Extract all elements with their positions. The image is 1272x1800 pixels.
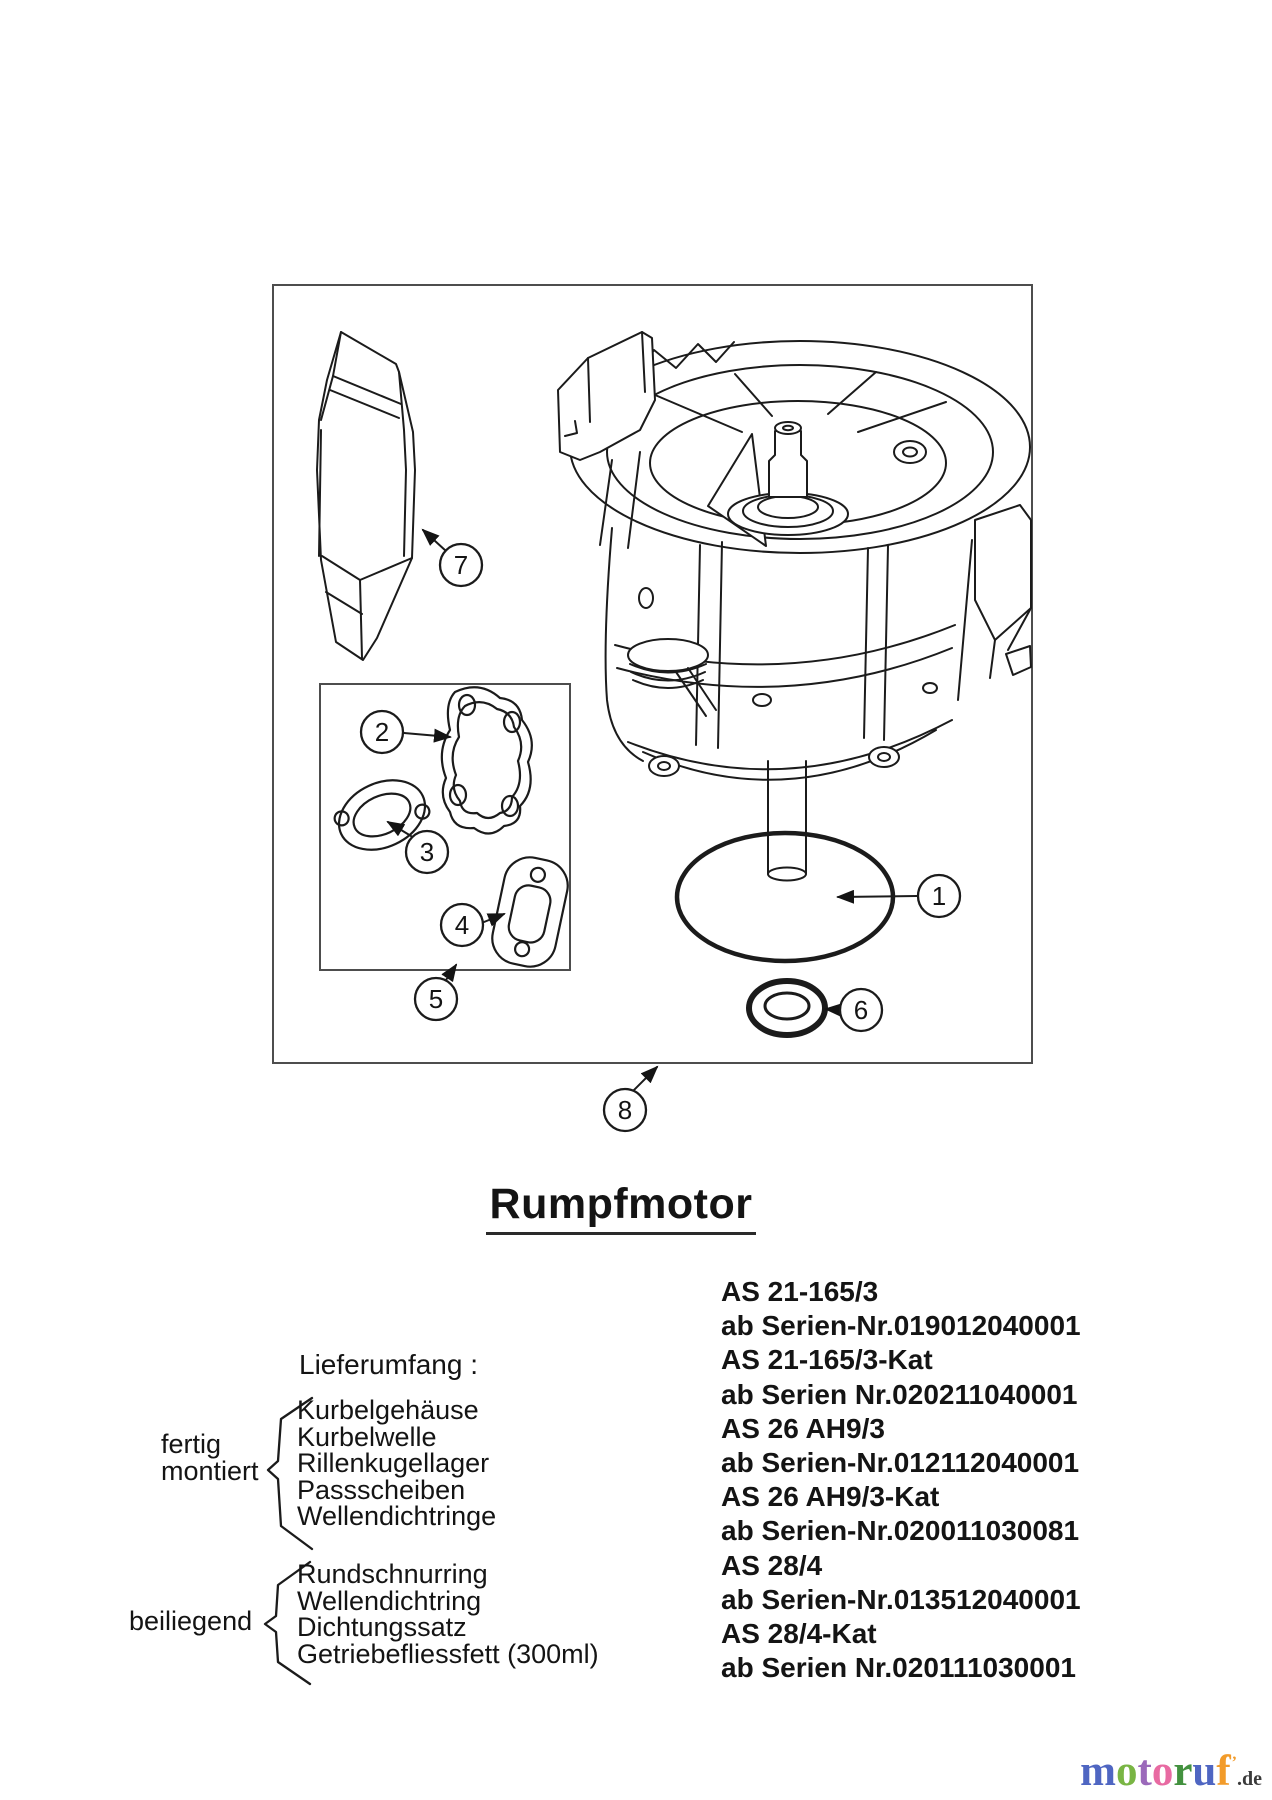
callout-number-7: 7 — [453, 550, 469, 580]
list-item: Dichtungssatz — [297, 1612, 467, 1642]
enclosed-label: beiliegend — [129, 1606, 253, 1636]
logo-letter: r — [1173, 1748, 1193, 1795]
model-serial: ab Serien-Nr.020011030081 — [721, 1515, 1080, 1547]
logo-letter: m — [1080, 1748, 1116, 1795]
list-item: Kurbelwelle — [297, 1421, 437, 1452]
callout-number-2: 2 — [374, 717, 390, 747]
part-muffler-gasket-4 — [487, 853, 572, 972]
assembled-label-line1: fertig — [161, 1429, 222, 1459]
list-item: Rundschnurring — [297, 1559, 488, 1589]
logo-letter: o — [1116, 1748, 1138, 1795]
callout-numbers — [375, 550, 946, 1125]
assembled-items-list — [297, 1397, 496, 1530]
part-carburetor-gasket-2 — [442, 687, 532, 833]
callout-number-5: 5 — [428, 984, 444, 1014]
part-shaft-seal-6 — [749, 981, 825, 1035]
callout-number-1: 1 — [931, 881, 947, 911]
logo-letter: t — [1137, 1748, 1152, 1795]
logo-letter: f — [1216, 1748, 1231, 1795]
callout-circles — [361, 544, 960, 1131]
logo-letter: o — [1151, 1748, 1174, 1795]
model-serial-list — [721, 1275, 1081, 1685]
callout-number-4: 4 — [454, 910, 470, 940]
logo-letter: u — [1192, 1748, 1217, 1795]
assembled-label-line2: montiert — [161, 1455, 259, 1486]
logo-tick: ’ — [1231, 1754, 1237, 1771]
model-serial: ab Serien-Nr.013512040001 — [721, 1583, 1081, 1615]
model-serial: ab Serien-Nr.012112040001 — [721, 1447, 1080, 1479]
model-name: AS 21-165/3-Kat — [721, 1344, 933, 1376]
part-crankcase-assembly — [558, 332, 1031, 881]
model-name: AS 21-165/3 — [721, 1276, 879, 1307]
motoruf-logo — [1080, 1750, 1262, 1793]
logo-domain-suffix: .de — [1237, 1768, 1262, 1790]
model-name: AS 26 AH9/3-Kat — [721, 1481, 940, 1513]
part-deflector-plate-7 — [317, 332, 415, 660]
model-name: AS 26 AH9/3 — [721, 1412, 885, 1444]
model-serial: ab Serien-Nr.019012040001 — [721, 1310, 1081, 1342]
callout-number-6: 6 — [853, 995, 869, 1025]
model-name: AS 28/4-Kat — [721, 1618, 877, 1650]
list-item: Getriebefliessfett (300ml) — [297, 1638, 599, 1669]
callout-number-8: 8 — [617, 1095, 633, 1125]
page-title: Rumpfmotor — [371, 1180, 871, 1235]
callout-number-3: 3 — [419, 837, 435, 867]
callout-leader-lines — [388, 530, 917, 1091]
list-item: Rillenkugellager — [297, 1448, 490, 1478]
assembled-label — [161, 1431, 259, 1484]
list-item: Kurbelgehäuse — [297, 1395, 479, 1425]
list-item: Wellendichtringe — [297, 1501, 497, 1531]
list-item: Passscheiben — [297, 1474, 466, 1505]
model-serial: ab Serien Nr.020111030001 — [721, 1652, 1076, 1684]
delivery-heading: Lieferumfang : — [299, 1349, 478, 1380]
model-serial: ab Serien Nr.020211040001 — [721, 1378, 1078, 1410]
model-name: AS 28/4 — [721, 1549, 823, 1581]
enclosed-items-list — [297, 1561, 599, 1667]
list-item: Wellendichtring — [297, 1585, 482, 1616]
